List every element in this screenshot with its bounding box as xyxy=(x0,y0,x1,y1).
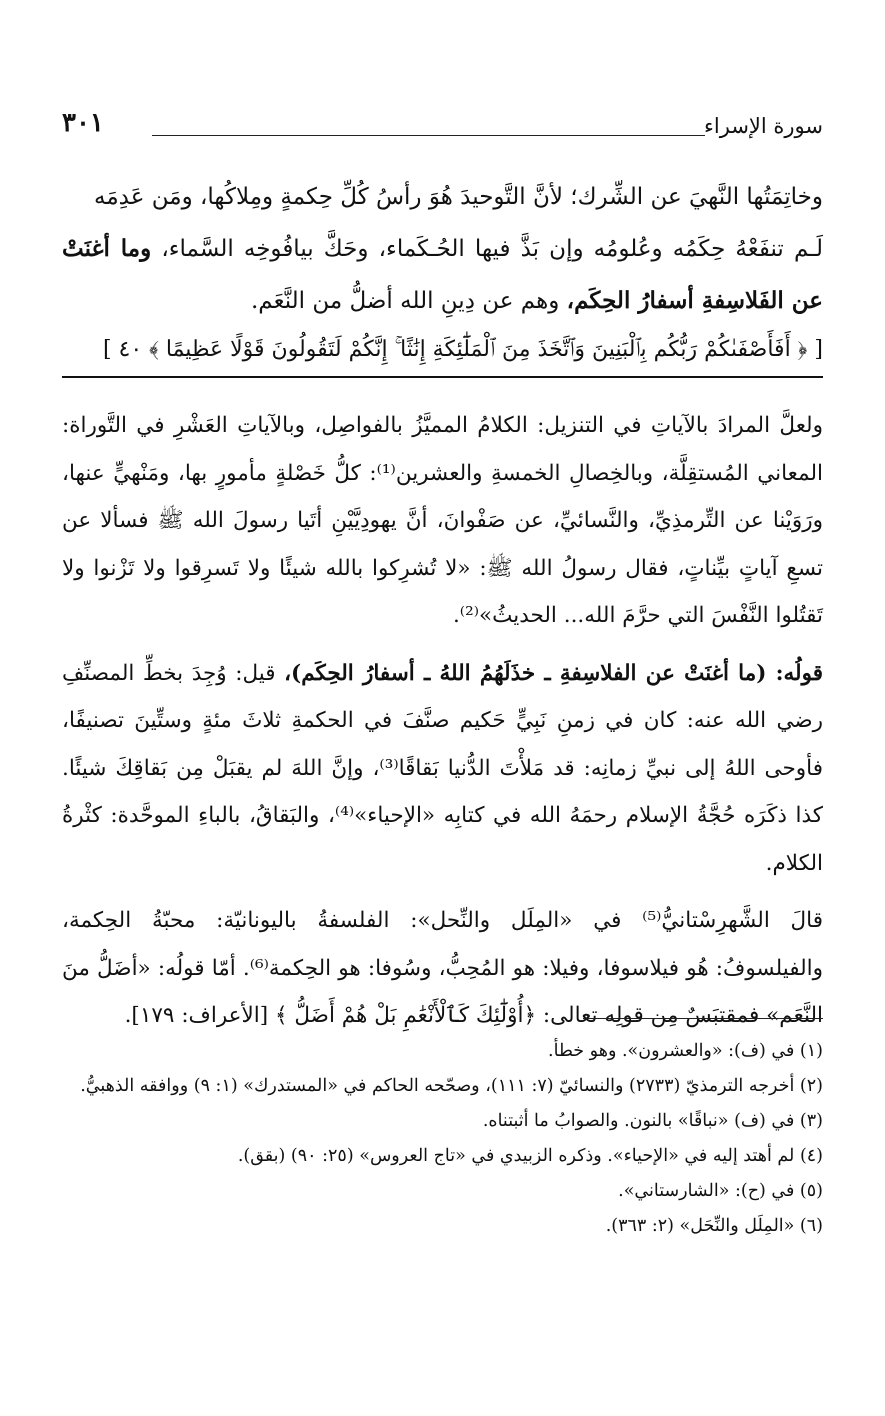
commentary-quoted-phrase: قولُه: (ما أغنَتْ عن الفلاسِفةِ ـ خذَلَهُمُ اللهُ ـ أسفارُ الحِكَم)، xyxy=(284,660,823,686)
footnote-3: (٣) في (ف) «نباقًا» بالنون. والصوابُ ما أثبتناه. xyxy=(482,1111,823,1131)
commentary-paragraph-3: قالَ الشَّهرِسْتانيُّ⁽⁵⁾ في «المِلَل والنِّحل»: الفلسفةُ باليونانيّة: محبّةُ الحِكمة، والفيلسوفُ: هُو فيلاسوفا، وفيلا: هو المُحِبُّ، وسُوفا: هو الحِكمة⁽⁶⁾. أمّا قولُه: «أضَلُّ منَ النَّعَم» فمقتبَسٌ مِن قولِه تعالى: ﴿أُوْلَٰٓئِكَ كَٱلْأَنْعَٰمِ بَلْ هُمْ أَضَلُّ ﴾ [الأعراف: ١٧٩]. xyxy=(62,908,824,1028)
commentary xyxy=(62,402,823,1040)
footnote-divider xyxy=(583,1018,823,1019)
page-number: ٣٠١ xyxy=(62,108,104,138)
commentary-paragraph-2-text: قيل: وُجِدَ بخطِّ المصنِّفِ رضي الله عنه: كان في زمنِ نَبِيٍّ حَكيم صنَّفَ في الحكمةِ ثلاثَ مئةٍ وستِّينَ تصنيفًا، فأوحى اللهُ إلى نبيِّ زمانِه: قد مَلأْتَ الدُّنيا بَقاقًا⁽³⁾، وإنَّ اللهَ لم يقبَلْ مِن بَقاقِكَ شيئًا. كذا ذكَرَه حُجَّةُ الإسلام رحمَهُ الله في كتابِه «الإحياء»⁽⁴⁾، والبَقاقُ، بالباءِ الموحَّدة: كثْرةُ الكلام. xyxy=(62,660,823,876)
running-header xyxy=(62,108,823,142)
quran-verse: [ ﴿ أَفَأَصْفَىٰكُمْ رَبُّكُم بِٱلْبَنِينَ وَٱتَّخَذَ مِنَ ٱلْمَلَٰٓئِكَةِ إِنَٰثًا ۚ إِنَّكُمْ لَتَقُولُونَ قَوْلًا عَظِيمًا ﴾ ٤٠ ] xyxy=(102,337,823,362)
commentary-paragraph-1: ولعلَّ المرادَ بالآياتِ في التنزيل: الكلامُ المميَّزُ بالفواصِل، وبالآياتِ العَشْرِ في التَّوراة: المعاني المُستقِلَّة، وبالخِصالِ الخمسةِ والعشرين⁽¹⁾: كلُّ خَصْلةٍ مأمورٍ بها، ومَنْهيٍّ عنها، ورَوَيْنا عن التِّرمذِيِّ، والنَّسائيِّ، عن صَفْوانَ، أنَّ يهودِيَّيْنِ أتَيا رسولَ الله ﷺ فسألا عن تسعِ آياتٍ بيِّناتٍ، فقال رسولُ الله ﷺ: «لا تُشرِكوا بالله شيئًا ولا تَسرِقوا ولا تَزْنوا ولا تَقتُلوا النَّفْسَ التي حرَّمَ الله... الحديثُ»⁽²⁾. xyxy=(62,413,823,628)
main-text-line-1: وخاتِمَتُها النَّهيَ عن الشِّرك؛ لأنَّ التَّوحيدَ هُوَ رأسُ كُلِّ حِكمةٍ ومِلاكُها، ومَن عَدِمَه xyxy=(93,184,823,210)
commentary-paragraph-2 xyxy=(62,650,823,888)
main-text-line-2-text: لَـم تنفَعْهُ حِكَمُه وعُلومُه وإن بَذَّ فيها الحُـكَماء، وحَكَّ بيافُوخِه السَّماء، xyxy=(161,236,824,262)
section-divider xyxy=(62,376,823,378)
footnote-6: (٦) «المِلَل والنِّحَل» (٢: ٣٦٣). xyxy=(605,1216,823,1236)
header-rule xyxy=(152,135,705,136)
main-text-line-2 xyxy=(62,223,823,327)
running-title: سورة الإسراء xyxy=(704,114,823,138)
footnote-4: (٤) لم أهتد إليه في «الإحياء». وذكره الزبيدي في «تاج العروس» (٢٥: ٩٠) (بقق). xyxy=(237,1146,823,1166)
main-text-line-3: وهم عن دِينِ الله أضلُّ من النَّعَم. xyxy=(250,288,560,314)
footnote-1: (١) في (ف): «والعشرون». وهو خطأ. xyxy=(548,1041,823,1061)
footnotes xyxy=(62,1034,823,1244)
main-text-bold-phrase: وما أغنَتْ عن الفَلاسِفةِ أسفارُ الحِكَم، xyxy=(62,235,823,314)
main-text xyxy=(62,172,823,327)
footnote-5: (٥) في (ح): «الشارستاني». xyxy=(618,1181,823,1201)
footnote-2: (٢) أخرجه الترمذيّ (٢٧٣٣) والنسائيّ (٧: ١١١)، وصحّحه الحاكم في «المستدرك» (١: ٩) ووافقه الذهبيُّ. xyxy=(80,1076,823,1096)
